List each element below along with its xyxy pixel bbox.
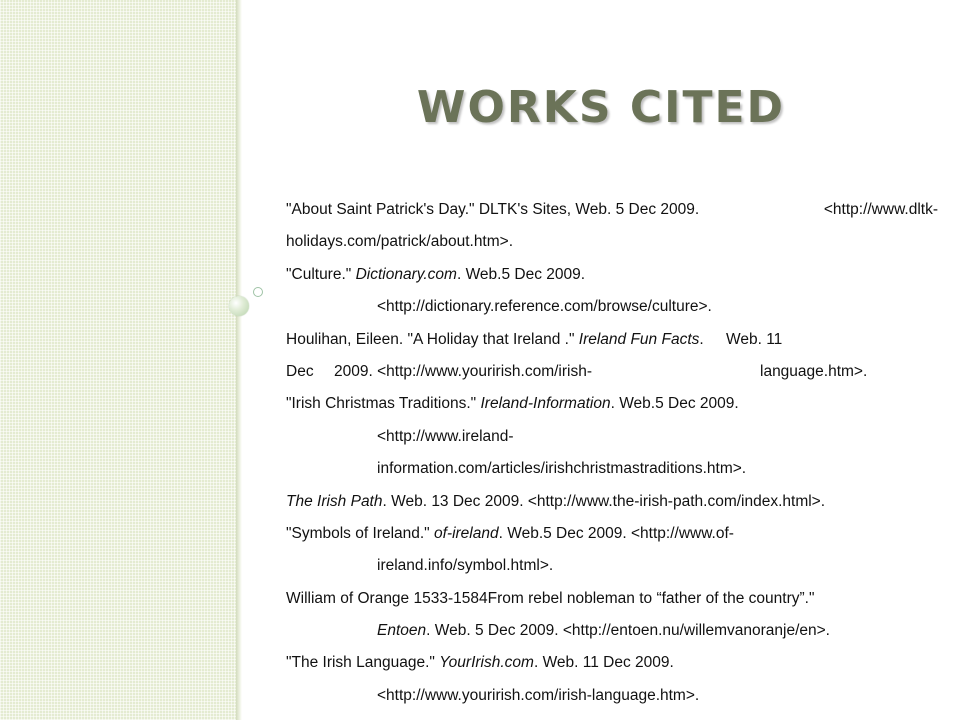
citation-4-line-1 bbox=[286, 388, 938, 420]
citation-3-url-end: language.htm>. bbox=[760, 362, 868, 380]
citation-6-title: "Symbols of Ireland." bbox=[286, 524, 434, 542]
citation-4-title: "Irish Christmas Traditions." bbox=[286, 395, 481, 413]
citation-1-line-1 bbox=[286, 194, 938, 226]
citation-8-source: YourIrish.com bbox=[439, 654, 534, 672]
citation-list bbox=[286, 194, 938, 712]
citation-3-period: . bbox=[699, 330, 704, 348]
citation-7-title: William of Orange 1533-1584From rebel nobleman to “father of the country”." bbox=[286, 589, 815, 607]
citation-3-dec: Dec bbox=[286, 362, 314, 380]
citation-7-source: Entoen bbox=[377, 622, 427, 640]
citation-6-rest: . Web.5 Dec 2009. <http://www.of- bbox=[498, 524, 734, 542]
citation-7-line-2 bbox=[286, 615, 938, 647]
citation-2-date: . Web.5 Dec 2009. bbox=[456, 265, 586, 283]
citation-4-line-3 bbox=[286, 453, 938, 485]
citation-5-rest: . Web. 13 Dec 2009. <http://www.the-irish-path.com/index.html>. bbox=[382, 492, 826, 510]
citation-5-source: The Irish Path bbox=[286, 492, 383, 510]
citation-1-text: "About Saint Patrick's Day." DLTK's Sites, Web. 5 Dec 2009. bbox=[286, 201, 700, 218]
citation-4-url-start: <http://www.ireland- bbox=[377, 427, 514, 445]
decorative-bubble-small bbox=[253, 287, 263, 297]
citation-4-url-end: information.com/articles/irishchristmastraditions.htm>. bbox=[377, 460, 747, 478]
citation-7-rest: . Web. 5 Dec 2009. <http://entoen.nu/willemvanoranje/en>. bbox=[426, 622, 830, 640]
sidebar-panel bbox=[0, 0, 236, 720]
citation-7-line-1 bbox=[286, 583, 938, 615]
citation-3-line-1 bbox=[286, 324, 938, 356]
citation-3-web: Web. 11 bbox=[726, 330, 783, 348]
citation-8-date: . Web. 11 Dec 2009. bbox=[533, 654, 674, 672]
citation-8-url: <http://www.yourirish.com/irish-language.htm>. bbox=[377, 686, 700, 704]
citation-3-main bbox=[286, 324, 726, 356]
citation-2-source: Dictionary.com bbox=[355, 265, 457, 283]
decorative-bubble-large bbox=[229, 296, 249, 316]
citation-3-line-2 bbox=[286, 356, 938, 388]
citation-1-url-start: <http://www.dltk- bbox=[823, 201, 938, 218]
citation-2-title: "Culture." bbox=[286, 265, 356, 283]
citation-6-url-end: ireland.info/symbol.html>. bbox=[377, 557, 554, 575]
citation-6-source: of-ireland bbox=[433, 524, 499, 542]
citation-3-url-start: 2009. <http://www.yourirish.com/irish- bbox=[334, 362, 592, 380]
citation-1-url-end: holidays.com/patrick/about.htm>. bbox=[286, 233, 514, 251]
citation-3-title: Houlihan, Eileen. "A Holiday that Ireland ." bbox=[286, 330, 579, 348]
citation-8-line-2 bbox=[286, 680, 938, 712]
citation-8-title: "The Irish Language." bbox=[286, 654, 440, 672]
citation-8-line-1 bbox=[286, 647, 938, 679]
citation-4-line-2 bbox=[286, 421, 938, 453]
citation-4-date: . Web.5 Dec 2009. bbox=[610, 395, 739, 413]
citation-2-line-1 bbox=[286, 259, 938, 291]
citation-4-source: Ireland-Information bbox=[480, 395, 611, 413]
slide-title: WORKS CITED bbox=[416, 82, 786, 133]
citation-3-source: Ireland Fun Facts bbox=[578, 330, 700, 348]
citation-6-line-2 bbox=[286, 550, 938, 582]
citation-5-line-1 bbox=[286, 486, 938, 518]
citation-1-line-2 bbox=[286, 226, 938, 258]
citation-2-url: <http://dictionary.reference.com/browse/culture>. bbox=[377, 298, 712, 316]
citation-6-line-1 bbox=[286, 518, 938, 550]
citation-2-line-2 bbox=[286, 291, 938, 323]
